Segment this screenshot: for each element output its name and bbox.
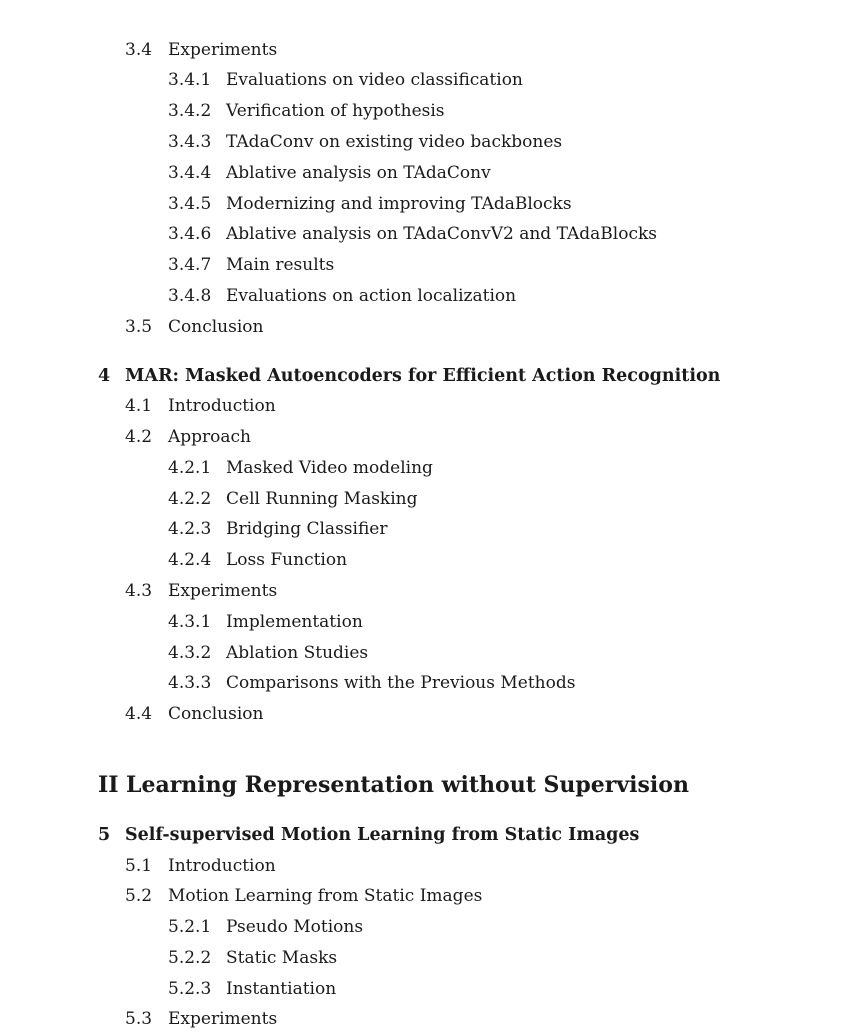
toc-entry-title: Introduction <box>168 852 282 880</box>
toc-entry-title: Modernizing and improving TAdaBlocks <box>226 190 578 218</box>
toc-entry-title: Ablative analysis on TAdaConv <box>226 159 497 187</box>
toc-entry-number: 4 <box>98 366 111 386</box>
toc-entry-number: 5.2.1 <box>168 917 212 937</box>
toc-entry-title: Evaluations on video classification <box>226 66 529 94</box>
toc-entry-number: 4.2.1 <box>168 458 212 478</box>
toc-entry-title: Bridging Classifier <box>226 515 393 543</box>
toc-entry-title: Self-supervised Motion Learning from Static Images <box>125 821 645 849</box>
toc-entry-number: 3.4.3 <box>168 132 212 152</box>
toc-entry-number: 3.5 <box>125 317 153 337</box>
toc-entry-title: Cell Running Masking <box>226 485 424 513</box>
toc-entry-title: Approach <box>168 423 257 451</box>
toc-entry-title: Pseudo Motions <box>226 913 369 941</box>
toc-entry-title: Experiments <box>168 36 283 64</box>
toc-entry-number: 4.3 <box>125 581 153 601</box>
toc-entry-title: Conclusion <box>168 700 269 728</box>
toc-entry-title: Ablative analysis on TAdaConvV2 and TAdaBlocks <box>226 220 663 248</box>
toc-entry-title: Conclusion <box>168 313 269 341</box>
toc-entry-number: 4.2 <box>125 427 153 447</box>
toc-entry-number: 5.1 <box>125 856 153 876</box>
toc-entry-number: 3.4.8 <box>168 286 212 306</box>
toc-entry-title: MAR: Masked Autoencoders for Efficient Action Recognition <box>125 362 726 390</box>
toc-entry-title: Main results <box>226 251 340 279</box>
toc-entry-title: Comparisons with the Previous Methods <box>226 669 581 697</box>
toc-entry-number: 4.3.2 <box>168 643 212 663</box>
toc-entry-title: Static Masks <box>226 944 343 972</box>
toc-entry-number: II <box>98 772 119 798</box>
toc-entry-number: 5 <box>98 825 111 845</box>
toc-entry-number: 3.4.6 <box>168 224 212 244</box>
toc-entry-number: 4.3.1 <box>168 612 212 632</box>
toc-entry-number: 4.2.3 <box>168 519 212 539</box>
toc-entry-number: 4.3.3 <box>168 673 212 693</box>
toc-entry-title: Evaluations on action localization <box>226 282 522 310</box>
toc-entry-number: 5.2.3 <box>168 979 212 999</box>
toc-entry-number: 3.4.1 <box>168 70 212 90</box>
toc-entry-title: Experiments <box>168 577 283 605</box>
toc-entry-title: Ablation Studies <box>226 639 374 667</box>
toc-entry-title: Implementation <box>226 608 369 636</box>
toc-entry-number: 3.4 <box>125 40 153 60</box>
toc-entry-title: Motion Learning from Static Images <box>168 882 488 910</box>
toc-entry-title: Loss Function <box>226 546 353 574</box>
toc-entry-number: 4.4 <box>125 704 153 724</box>
toc-entry-number: 3.4.7 <box>168 255 212 275</box>
toc-entry-title: Learning Representation without Supervision <box>126 768 695 802</box>
toc-entry-number: 5.3 <box>125 1009 153 1029</box>
toc-entry-number: 4.2.4 <box>168 550 212 570</box>
toc-entry-number: 4.2.2 <box>168 489 212 509</box>
toc-entry-title: Instantiation <box>226 975 342 1003</box>
toc-entry-title: Introduction <box>168 392 282 420</box>
toc-entry-number: 3.4.2 <box>168 101 212 121</box>
toc-entry-title: Experiments <box>168 1005 283 1033</box>
toc-entry-number: 5.2 <box>125 886 153 906</box>
toc-entry-title: Verification of hypothesis <box>226 97 451 125</box>
toc-entry-number: 3.4.4 <box>168 163 212 183</box>
toc-entry-number: 4.1 <box>125 396 153 416</box>
toc-entry-title: TAdaConv on existing video backbones <box>226 128 568 156</box>
toc-entry-number: 5.2.2 <box>168 948 212 968</box>
toc-entry-title: Masked Video modeling <box>226 454 439 482</box>
toc-entry-number: 3.4.5 <box>168 194 212 214</box>
